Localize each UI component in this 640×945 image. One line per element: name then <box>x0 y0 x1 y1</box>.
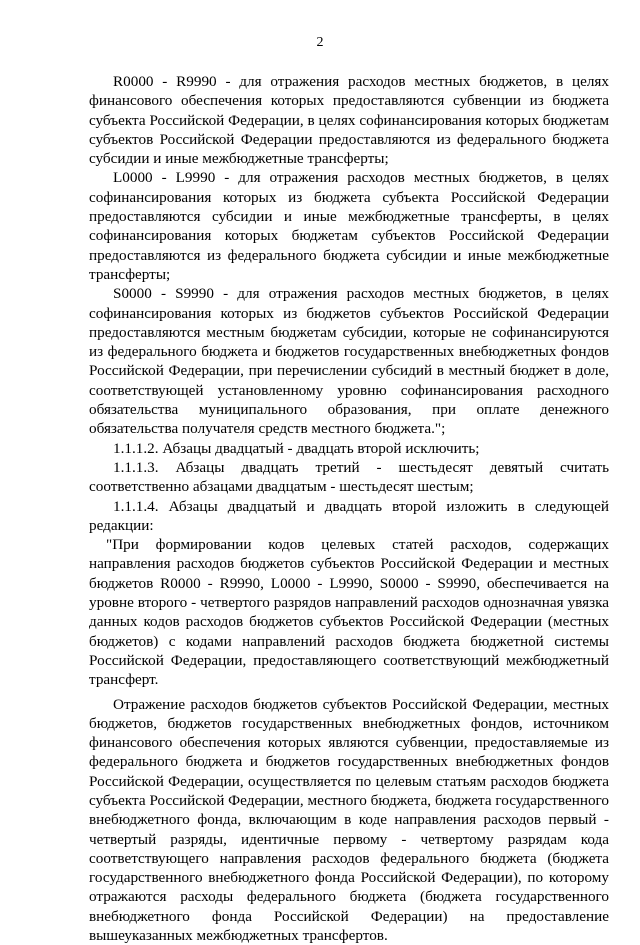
paragraph-r-codes: R0000 - R9990 - для отражения расходов местных бюджетов, в целях финансового обеспечения которых предоставляются субвенции из бюджета субъекта Российской Федерации, в целях софинансирования которых бюджетам субъектов Российской Федерации предоставляются из федерального бюджета субсидии и иные межбюджетные трансферты; <box>89 72 609 168</box>
paragraph-item-1-1-1-3: 1.1.1.3. Абзацы двадцать третий - шестьдесят девятый считать соответственно абзацами двадцатым - шестьдесят шестым; <box>89 458 609 497</box>
document-body <box>89 72 609 945</box>
page-number: 2 <box>0 35 640 51</box>
paragraph-s-codes: S0000 - S9990 - для отражения расходов местных бюджетов, в целях софинансирования которых из бюджетов субъектов Российской Федерации предоставляются местным бюджетам субсидии, которые не софинансируются из федерального бюджета и бюджетов государственных внебюджетных фондов Российской Федерации, при перечислении субсидий в местный бюджет в доле, соответствующей установленному уровню софинансирования расходного обязательства муниципального образования, при оплате денежного обязательства получателя средств местного бюджета."; <box>89 284 609 438</box>
paragraph-item-1-1-1-4: 1.1.1.4. Абзацы двадцатый и двадцать второй изложить в следующей редакции: <box>89 497 609 536</box>
paragraph-item-1-1-1-2: 1.1.1.2. Абзацы двадцатый - двадцать второй исключить; <box>89 439 609 458</box>
paragraph-quoted-subvention-expenses: Отражение расходов бюджетов субъектов Российской Федерации, местных бюджетов, бюджетов государственных внебюджетных фондов, источником финансового обеспечения которых являются субвенции, предоставляемые из федерального бюджета и бюджетов государственных внебюджетных фондов Российской Федерации, осуществляется по целевым статьям расходов бюджета субъекта Российской Федерации, местного бюджета, бюджета государственного внебюджетного фонда, включающим в коде направления расходов первый - четвертый разряды, идентичные первому - четвертому разрядам кода соответствующего направления расходов федерального бюджета (бюджета государственного внебюджетного фонда Российской Федерации), по которому отражаются расходы федерального бюджета (бюджета государственного внебюджетного фонда Российской Федерации) на предоставление вышеуказанных межбюджетных трансфертов. <box>89 695 609 945</box>
paragraph-l-codes: L0000 - L9990 - для отражения расходов местных бюджетов, в целях софинансирования которых из бюджета субъекта Российской Федерации предоставляются субсидии и иные межбюджетные трансферты, в целях софинансирования которых бюджетам субъектов Российской Федерации предоставляются из федерального бюджета субсидии и иные межбюджетные трансферты; <box>89 168 609 284</box>
paragraph-quoted-target-codes: "При формировании кодов целевых статей расходов, содержащих направления расходов бюджетов субъектов Российской Федерации и местных бюджетов R0000 - R9990, L0000 - L9990, S0000 - S9990, обеспечивается на уровне второго - четвертого разрядов направлений расходов однозначная увязка данных кодов расходов бюджетов субъектов Российской Федерации (местных бюджетов) с кодами направлений расходов бюджета бюджетной системы Российской Федерации, предоставляющего соответствующий межбюджетный трансферт. <box>89 535 609 689</box>
